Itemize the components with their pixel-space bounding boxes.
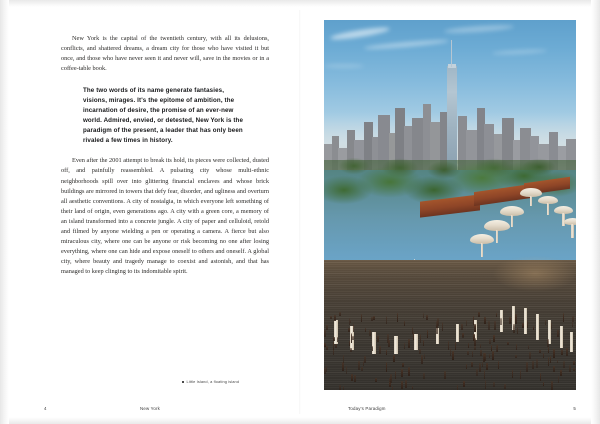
wooden-piling	[476, 369, 478, 376]
pier-column	[394, 336, 398, 354]
wooden-piling	[573, 361, 575, 365]
wooden-piling	[510, 318, 512, 322]
wooden-piling	[536, 359, 538, 368]
wooden-piling	[436, 321, 438, 327]
wooden-piling	[543, 353, 545, 357]
wooden-piling	[444, 371, 446, 379]
wooden-piling	[369, 330, 371, 335]
wooden-piling	[361, 314, 363, 322]
pullquote: The two words of its name generate fantasies, visions, mirages. It's the epitome of ambition, the incarnation of desire, the promise of an ever-new world. Admired, envied, or detested, New York is the paradigm of the present, a leader that has only been rivaled a few times in history.	[83, 86, 244, 145]
wooden-piling	[452, 351, 454, 359]
wooden-piling	[533, 326, 535, 330]
wooden-piling	[351, 374, 353, 381]
folio-title-left: New York	[140, 406, 160, 411]
wooden-piling	[462, 334, 464, 338]
wooden-piling	[463, 381, 465, 387]
wooden-piling	[561, 350, 563, 354]
wooden-piling	[324, 368, 326, 374]
wooden-piling	[513, 324, 515, 333]
wooden-piling	[350, 348, 352, 352]
pot-stem	[547, 203, 550, 215]
wooden-piling	[488, 321, 490, 330]
wooden-piling	[498, 361, 500, 369]
wooden-piling	[348, 328, 350, 331]
folio-title-right: Today's Paradigm	[348, 406, 386, 411]
caption-text: Little Island, a floating island	[186, 379, 240, 384]
wooden-piling	[553, 349, 555, 358]
paragraph-body: Even after the 2001 attempt to break its hold, its pieces were collected, dusted off, and painfully reassembled. A pulsating city whose multi-ethnic neighborhoods spill over into glittering financial enclaves and whose brick buildings are mirrored in towers that defy fear, disorder, and ugliness and overturn all aesthetic conventions. A city of nostalgia, in which everyone left something of their land of origin, even generations ago. A city with a green core, a memory of an island transformed into a concrete jungle. A city of paper and celluloid, retold and filmed by anyone wielding a pen or operating a camera. A fierce but also miraculous city, where one can be anyone or risk becoming no one after losing everything, where one can hide and expose oneself to others and oneself. A global city, where beauty and tragedy manage to coexist and astonish, and that has managed to keep clinging to its indomitable spirit.	[61, 157, 269, 275]
wooden-piling	[545, 320, 547, 324]
pier-column	[560, 326, 563, 348]
wooden-piling	[326, 346, 328, 350]
tulip-pot	[564, 218, 576, 225]
wooden-piling	[569, 365, 571, 372]
wooden-piling	[516, 344, 518, 350]
wooden-piling	[474, 346, 476, 350]
wooden-piling	[461, 324, 463, 330]
wooden-piling	[504, 384, 506, 389]
wooden-piling	[573, 368, 575, 371]
wooden-piling	[402, 363, 404, 367]
wooden-piling	[557, 333, 559, 337]
wooden-piling	[491, 345, 493, 350]
wooden-piling	[375, 378, 377, 381]
wooden-piling	[479, 363, 481, 372]
wooden-piling	[529, 352, 531, 359]
wooden-piling	[484, 353, 486, 362]
wooden-piling	[401, 381, 403, 389]
wooden-piling	[408, 367, 410, 376]
wooden-piling	[566, 348, 568, 356]
wooden-piling	[493, 335, 495, 342]
wooden-piling	[467, 351, 469, 355]
photograph-little-island	[324, 20, 576, 390]
folio-page-number-left: 4	[44, 406, 47, 411]
wooden-piling	[408, 339, 410, 347]
wooden-piling	[547, 339, 549, 347]
wooden-piling	[471, 362, 473, 367]
wooden-piling	[364, 356, 366, 363]
wooden-piling	[354, 375, 356, 382]
wooden-piling	[489, 339, 491, 345]
pot-stem	[496, 230, 499, 243]
wooden-piling	[388, 340, 390, 347]
wooden-piling	[423, 340, 425, 346]
pier-column	[570, 332, 573, 352]
wooden-piling	[342, 362, 344, 371]
wooden-piling	[551, 381, 553, 390]
wooden-piling	[326, 325, 328, 330]
water-sun-glint	[474, 256, 576, 300]
wooden-piling	[496, 345, 498, 352]
wooden-piling	[517, 327, 519, 334]
paragraph-intro: New York is the capital of the twentieth century, with all its delusions, conflicts, and shattered dreams, a dream city for those who have visited it but once, and those who have never seen it and never will, save in the movies or in a coffee-table book.	[61, 35, 269, 73]
wooden-piling	[522, 323, 524, 329]
wooden-piling	[353, 324, 355, 332]
wooden-piling	[493, 382, 495, 387]
pot-stem	[511, 215, 514, 227]
wooden-piling	[526, 362, 528, 372]
wooden-piling	[507, 342, 509, 346]
wooden-piling	[343, 386, 345, 390]
wooden-piling	[419, 349, 421, 354]
wooden-piling	[484, 317, 486, 324]
wooden-piling	[492, 351, 494, 360]
right-page	[300, 0, 600, 424]
wooden-piling	[326, 366, 328, 372]
wooden-piling	[349, 341, 351, 346]
wooden-piling	[324, 330, 326, 337]
photo-caption	[182, 379, 292, 385]
wooden-piling	[339, 312, 341, 316]
folio-page-number-right: 5	[573, 406, 576, 411]
wooden-piling	[426, 315, 428, 320]
wooden-piling	[330, 316, 332, 319]
wooden-piling	[478, 312, 480, 317]
wooden-piling	[393, 355, 395, 362]
wooden-piling	[474, 338, 476, 346]
wooden-piling	[334, 315, 336, 321]
wooden-piling	[390, 374, 392, 383]
wooden-piling	[343, 355, 345, 363]
wooden-piling	[358, 361, 360, 370]
pot-stem	[530, 196, 533, 206]
wooden-piling	[527, 321, 529, 328]
pot-stem	[571, 224, 574, 238]
wooden-piling	[373, 316, 375, 320]
pier-column	[456, 324, 459, 342]
wooden-piling	[423, 373, 425, 380]
text-column	[61, 34, 269, 277]
wooden-piling	[532, 361, 534, 369]
wooden-piling	[489, 354, 491, 358]
wooden-piling	[494, 321, 496, 330]
wooden-piling	[572, 322, 574, 327]
wooden-piling	[401, 369, 403, 376]
wooden-piling	[480, 350, 482, 356]
wooden-piling	[466, 364, 468, 370]
wooden-piling	[335, 344, 337, 348]
pot-stem	[481, 243, 484, 257]
wooden-piling	[560, 370, 562, 377]
wooden-piling	[352, 336, 354, 341]
wooden-piling	[551, 323, 553, 328]
wtc-spire	[451, 40, 452, 67]
wooden-piling	[515, 355, 517, 358]
wooden-piling	[333, 337, 335, 341]
wooden-piling	[500, 318, 502, 325]
pier-column	[414, 334, 418, 350]
wooden-piling	[486, 363, 488, 370]
wooden-piling	[405, 380, 407, 388]
wooden-piling	[468, 343, 470, 348]
wooden-piling	[539, 350, 541, 354]
caption-bullet-icon	[182, 381, 184, 383]
wooden-piling	[563, 361, 565, 369]
wooden-piling	[377, 336, 379, 342]
wooden-piling	[572, 316, 574, 322]
wooden-piling	[515, 314, 517, 323]
wooden-piling	[553, 366, 555, 372]
wooden-piling	[361, 367, 363, 371]
wooden-piling	[455, 342, 457, 350]
wooden-piling	[379, 346, 381, 354]
wooden-piling	[466, 320, 468, 326]
wooden-piling	[474, 324, 476, 331]
pier-column	[536, 314, 539, 340]
wooden-piling	[421, 355, 423, 364]
wooden-piling	[339, 385, 341, 390]
wooden-piling	[363, 361, 365, 366]
